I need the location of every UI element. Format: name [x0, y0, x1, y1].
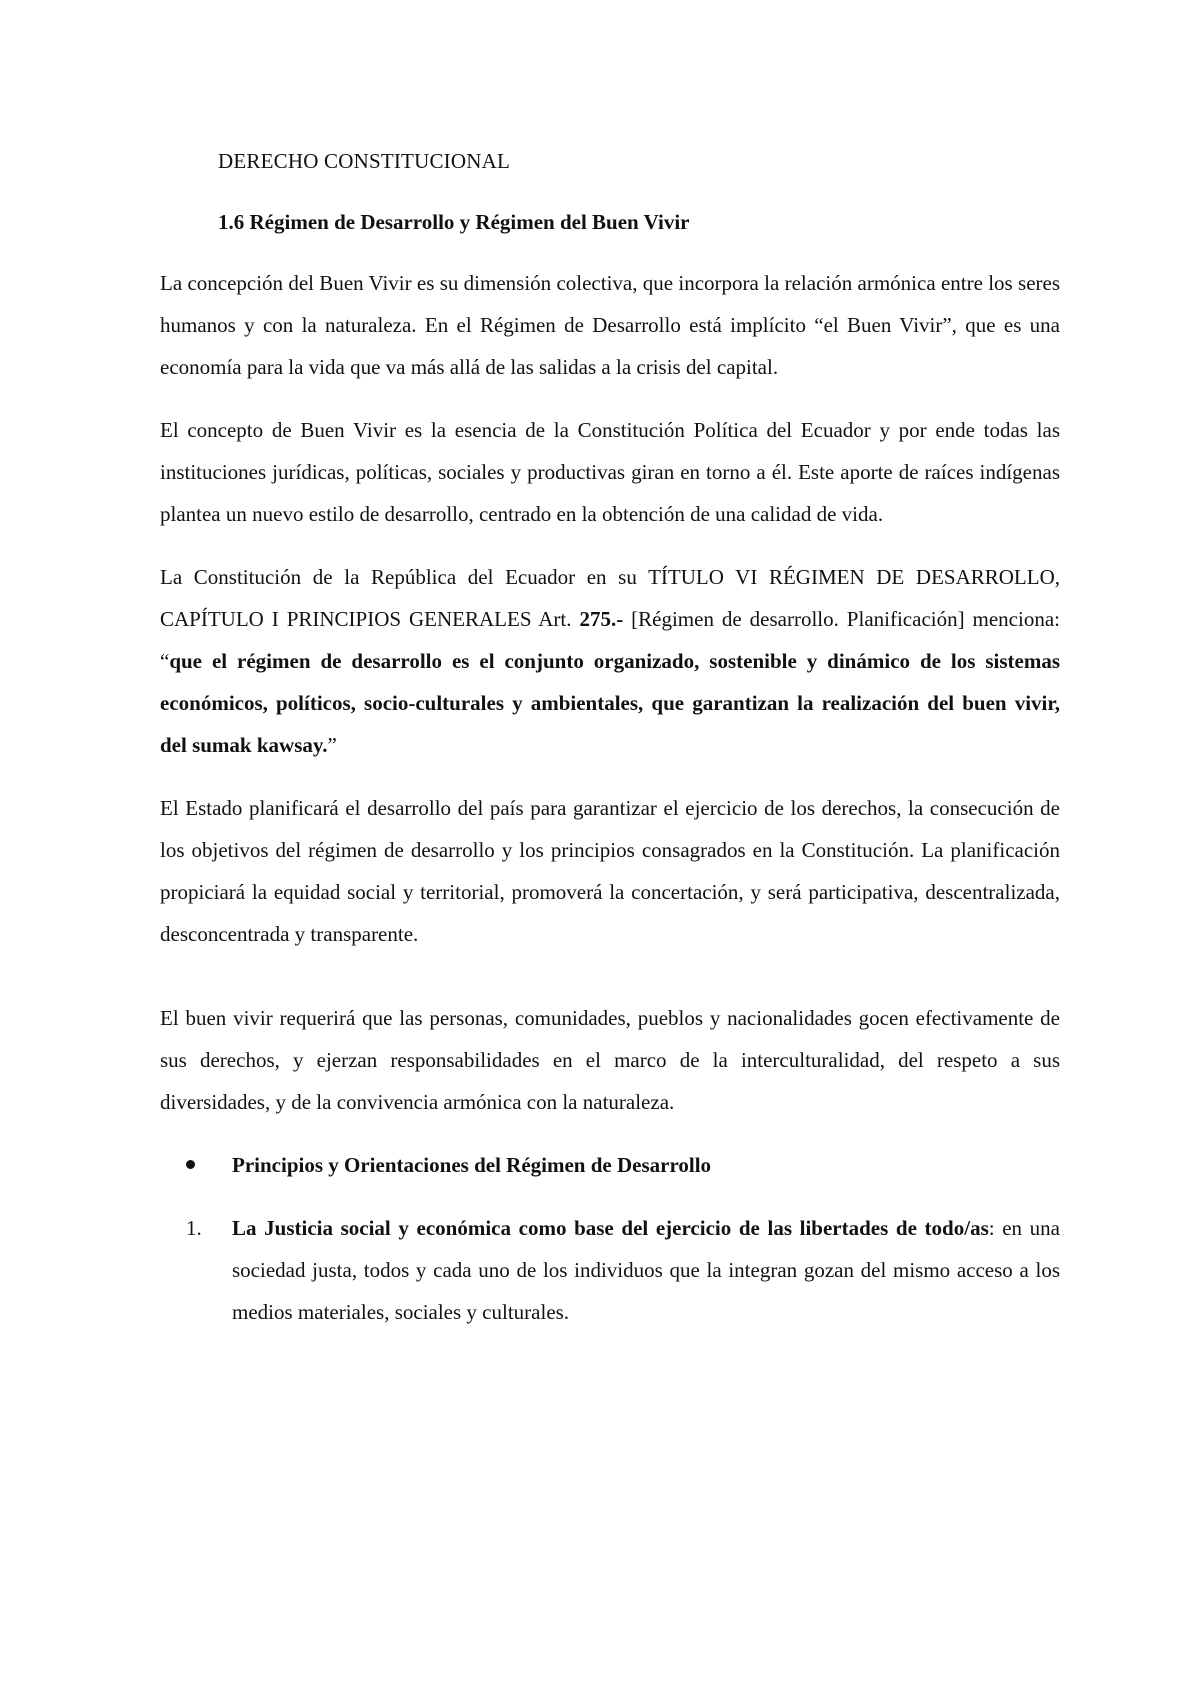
- bullet-icon: [186, 1160, 195, 1169]
- list-item-text: : en una sociedad justa, todos y cada uno de los individuos que la integran gozan del mismo acceso a los medios materiales, sociales y culturales.: [232, 1216, 1060, 1324]
- quote-intro: La Constitución de la República del Ecuador en su TÍTULO VI RÉGIMEN DE DESARROLLO, CAPÍTULO I PRINCIPIOS GENERALES Art.: [160, 565, 1060, 631]
- section-heading: 1.6 Régimen de Desarrollo y Régimen del Buen Vivir: [218, 210, 690, 234]
- article-number: 275.-: [579, 607, 624, 631]
- bullet-heading: Principios y Orientaciones del Régimen de Desarrollo: [232, 1153, 712, 1177]
- paragraph-constitution-quote: [160, 556, 1060, 766]
- bullet-list: [160, 1144, 1060, 1186]
- quoted-text: que el régimen de desarrollo es el conjunto organizado, sostenible y dinámico de los sistemas económicos, políticos, socio-culturales y ambientales, que garantizan la realización del buen vivir, del sumak kawsay.: [160, 649, 1060, 757]
- list-item-bold-text: La Justicia social y económica como base del ejercicio de las libertades de todo/as: [232, 1216, 989, 1240]
- document-title: DERECHO CONSTITUCIONAL: [218, 149, 510, 173]
- numbered-list: [160, 1207, 1060, 1333]
- paragraph-buen-vivir-rights: El buen vivir requerirá que las personas, comunidades, pueblos y nacionalidades gocen efectivamente de sus derechos, y ejerzan responsabilidades en el marco de la interculturalidad, del respeto a sus diversidades, y de la convivencia armónica con la naturaleza.: [160, 1006, 1060, 1114]
- quote-closing: ”: [327, 733, 337, 757]
- paragraph-buen-vivir-essence: El concepto de Buen Vivir es la esencia de la Constitución Política del Ecuador y por ende todas las instituciones jurídicas, políticas, sociales y productivas giran en torno a él. Este aporte de raíces indígenas plantea un nuevo estilo de desarrollo, centrado en la obtención de una calidad de vida.: [160, 418, 1060, 526]
- paragraph-state-planning: El Estado planificará el desarrollo del país para garantizar el ejercicio de los derechos, la consecución de los objetivos del régimen de desarrollo y los principios consagrados en la Constitución. La planificación propiciará la equidad social y territorial, promoverá la concertación, y será participativa, descentralizada, desconcentrada y transparente.: [160, 796, 1060, 946]
- bullet-item: [160, 1144, 1060, 1186]
- list-marker: 1.: [186, 1216, 202, 1240]
- paragraph-buen-vivir-concept: La concepción del Buen Vivir es su dimensión colectiva, que incorpora la relación armónica entre los seres humanos y con la naturaleza. En el Régimen de Desarrollo está implícito “el Buen Vivir”, que es una economía para la vida que va más allá de las salidas a la crisis del capital.: [160, 271, 1060, 379]
- quote-middle: [Régimen de desarrollo. Planificación] menciona: “: [160, 607, 1060, 673]
- document-body: [160, 140, 1060, 1333]
- list-item: [160, 1207, 1060, 1333]
